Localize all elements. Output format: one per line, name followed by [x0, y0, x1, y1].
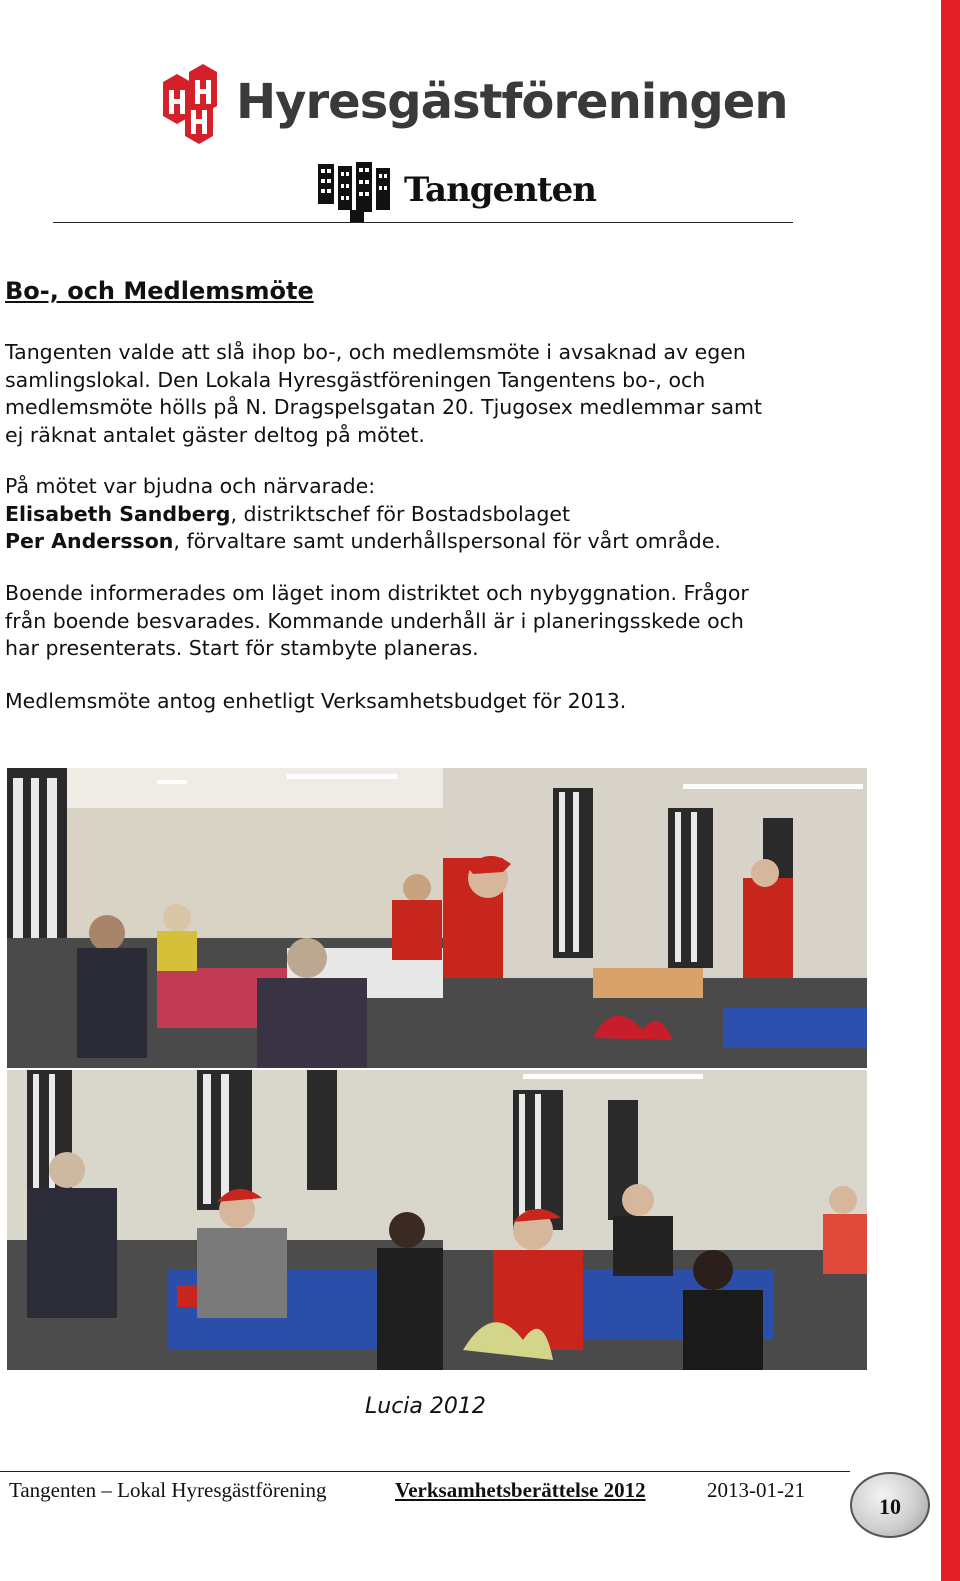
- intro-line: medlemsmöte hölls på N. Dragspelsgatan 20. Tjugosex medlemmar samt: [5, 395, 763, 419]
- tangenten-logo-icon: [316, 160, 394, 224]
- lucia-photo-1: [7, 768, 443, 1068]
- page-number-badge: [850, 1472, 930, 1538]
- footer-document-title: Verksamhetsberättelse 2012: [395, 1478, 646, 1502]
- info-paragraph: [5, 580, 749, 663]
- attendees-paragraph: [5, 473, 721, 556]
- attendee-name: Elisabeth Sandberg: [5, 501, 231, 526]
- intro-line: ej räknat antalet gäster deltog på mötet.: [5, 422, 425, 447]
- info-line: från boende besvarades. Kommande underhåll är i planeringsskede och: [5, 608, 744, 633]
- info-line: har presenterats. Start för stambyte planeras.: [5, 636, 479, 660]
- local-association-name: Tangenten: [404, 170, 596, 210]
- attendee-name: Per Andersson: [5, 529, 174, 553]
- attendees-intro: På mötet var bjudna och närvarade:: [5, 474, 376, 498]
- section-heading: Bo-, och Medlemsmöte: [5, 277, 314, 305]
- attendee-role: , förvaltare samt underhållspersonal för vårt område.: [173, 529, 721, 553]
- header-divider: [53, 222, 793, 223]
- footer-divider: [0, 1471, 850, 1472]
- hyresgastforeningen-logo-icon: [155, 64, 225, 146]
- info-line: Boende informerades om läget inom distriktet och nybyggnation. Frågor: [5, 581, 749, 605]
- intro-paragraph: [5, 339, 762, 449]
- footer-organization: Tangenten – Lokal Hyresgästförening: [9, 1478, 327, 1502]
- photo-caption: Lucia 2012: [365, 1394, 486, 1419]
- intro-line: Tangenten valde att slå ihop bo-, och medlemsmöte i avsaknad av egen: [5, 340, 746, 364]
- lucia-photo-3: [7, 1070, 443, 1370]
- organization-name: Hyresgästföreningen: [236, 74, 788, 130]
- attendee-line: [5, 501, 721, 529]
- footer-date: 2013-01-21: [707, 1478, 805, 1502]
- intro-line: samlingslokal. Den Lokala Hyresgästföreningen Tangentens bo-, och: [5, 367, 706, 392]
- page-number: 10: [879, 1494, 901, 1519]
- lucia-photo-2: [443, 768, 867, 1068]
- lucia-photo-4: [443, 1070, 867, 1370]
- page-edge-red-bar: [941, 0, 960, 1581]
- budget-paragraph: Medlemsmöte antog enhetligt Verksamhetsbudget för 2013.: [5, 689, 627, 713]
- attendee-role: , distriktschef för Bostadsbolaget: [230, 501, 570, 526]
- attendee-line: [5, 528, 721, 556]
